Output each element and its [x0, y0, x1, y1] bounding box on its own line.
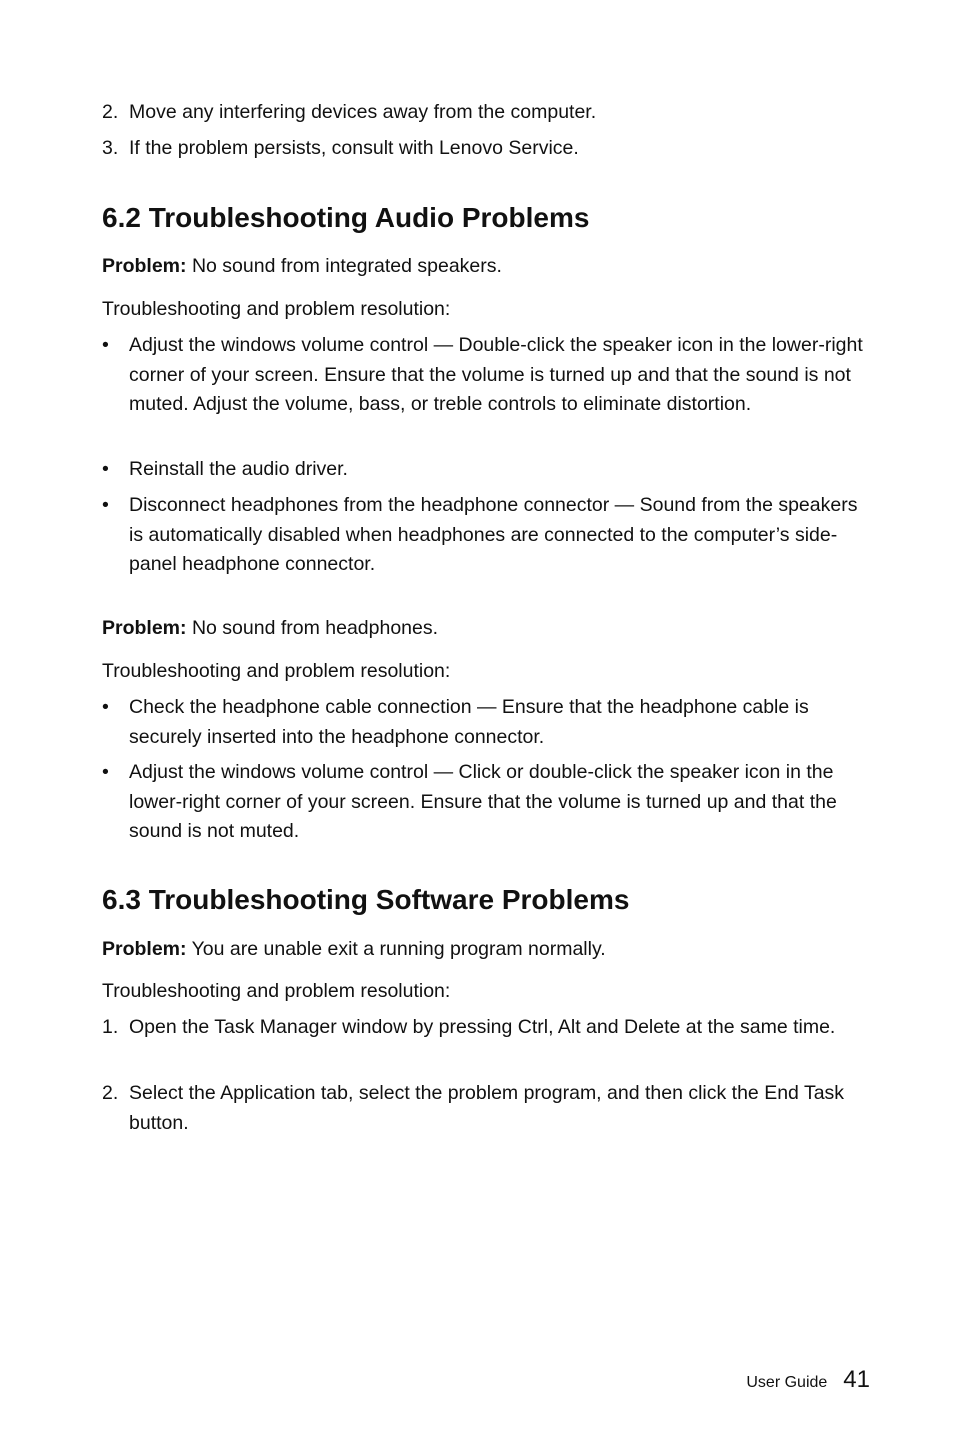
list-text: Check the headphone cable connection — Ensure that the headphone cable is securely inserted into the headphone connector.	[129, 696, 809, 748]
section-heading-software: 6.3 Troubleshooting Software Problems	[102, 884, 630, 915]
list-text: Adjust the windows volume control — Click or double-click the speaker icon in the lower-right corner of your screen. Ensure that the volume is turned up and that the sound is not muted.	[129, 761, 837, 842]
resolution-label: Troubleshooting and problem resolution:	[102, 980, 451, 1002]
list-marker: 2.	[102, 1082, 119, 1104]
section-heading-audio: 6.2 Troubleshooting Audio Problems	[102, 202, 590, 233]
problem-label: Problem:	[102, 938, 187, 960]
problem-text: No sound from integrated speakers.	[191, 255, 502, 277]
list-item	[102, 98, 872, 128]
list-text: Move any interfering devices away from the computer.	[129, 101, 597, 123]
bullet: •	[102, 458, 109, 480]
bullet: •	[102, 696, 109, 718]
page-number: 41	[843, 1366, 870, 1393]
list-item	[102, 758, 872, 847]
list-item	[102, 491, 872, 580]
list-item	[102, 455, 872, 485]
resolution-label: Troubleshooting and problem resolution:	[102, 660, 451, 682]
list-marker: 2.	[102, 101, 119, 123]
problem-text: No sound from headphones.	[191, 617, 439, 639]
list-text: Disconnect headphones from the headphone connector — Sound from the speakers is automatically disabled when headphones are connected to the computer’s side-panel headphone connector.	[129, 494, 858, 575]
list-item	[102, 134, 872, 164]
list-text: Reinstall the audio driver.	[129, 458, 348, 480]
list-text: Open the Task Manager window by pressing Ctrl, Alt and Delete at the same time.	[129, 1016, 836, 1038]
bullet: •	[102, 334, 109, 356]
bullet: •	[102, 761, 109, 783]
bullet: •	[102, 494, 109, 516]
problem-label: Problem:	[102, 255, 187, 277]
list-item	[102, 331, 872, 420]
resolution-label: Troubleshooting and problem resolution:	[102, 298, 451, 320]
list-text: Adjust the windows volume control — Double-click the speaker icon in the lower-right corner of your screen. Ensure that the volume is turned up and that the sound is not muted. Adjust the volume, bass, or treble controls to eliminate distortion.	[129, 334, 863, 415]
page-footer	[746, 1366, 870, 1394]
list-item	[102, 693, 872, 752]
problem-label: Problem:	[102, 617, 187, 639]
list-marker: 1.	[102, 1016, 119, 1038]
footer-label: User Guide	[746, 1374, 828, 1391]
problem-text: You are unable exit a running program normally.	[191, 938, 606, 960]
list-item	[102, 1079, 872, 1138]
problem-statement	[102, 935, 872, 965]
list-item	[102, 1013, 872, 1043]
list-marker: 3.	[102, 137, 119, 159]
problem-statement	[102, 252, 872, 282]
problem-statement	[102, 614, 872, 644]
list-text: Select the Application tab, select the problem program, and then click the End Task button.	[129, 1082, 845, 1134]
list-text: If the problem persists, consult with Lenovo Service.	[129, 137, 579, 159]
